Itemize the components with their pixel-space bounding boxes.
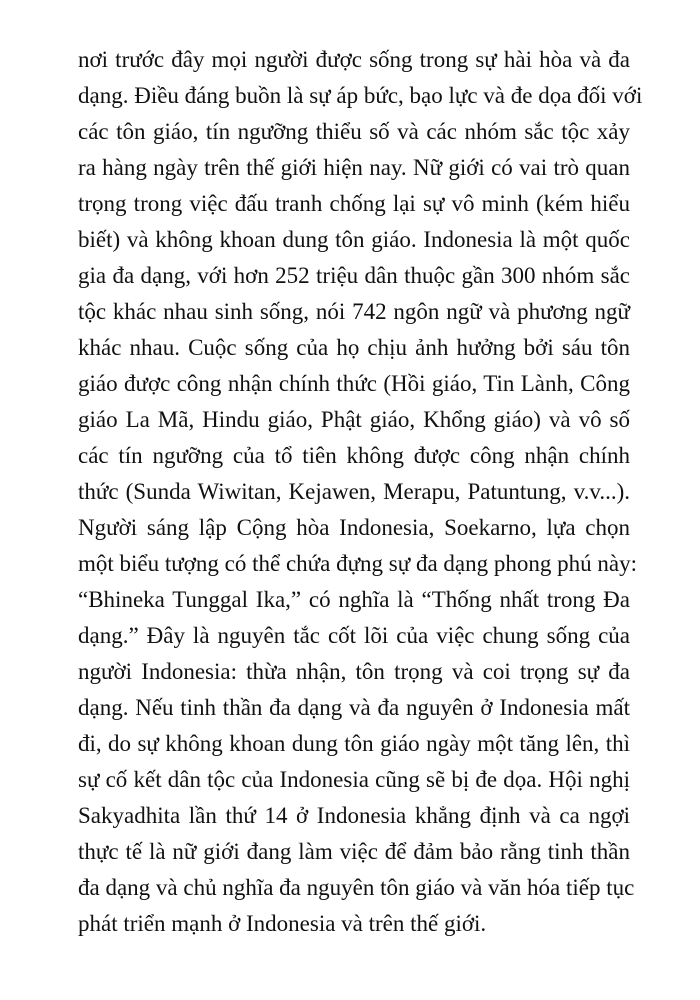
text-line: khác nhau. Cuộc sống của họ chịu ảnh hưởng bởi sáu tôn [78, 335, 630, 360]
text-line: phát triển mạnh ở Indonesia và trên thế giới. [78, 911, 487, 936]
text-line: Sakyadhita lần thứ 14 ở Indonesia khẳng định và ca ngợi [78, 803, 630, 828]
text-line: thực tế là nữ giới đang làm việc để đảm bảo rằng tinh thần [78, 839, 630, 864]
text-line: giáo được công nhận chính thức (Hồi giáo, Tin Lành, Công [78, 371, 630, 396]
text-line: một biểu tượng có thể chứa đựng sự đa dạng phong phú này: [78, 551, 637, 576]
text-line: người Indonesia: thừa nhận, tôn trọng và coi trọng sự đa [78, 659, 630, 684]
text-line: đa dạng và chủ nghĩa đa nguyên tôn giáo và văn hóa tiếp tục [78, 875, 635, 900]
text-line: thức (Sunda Wiwitan, Kejawen, Merapu, Patuntung, v.v...). [78, 479, 630, 504]
text-line: “Bhineka Tunggal Ika,” có nghĩa là “Thống nhất trong Đa [78, 587, 630, 612]
text-line: Người sáng lập Cộng hòa Indonesia, Soekarno, lựa chọn [78, 515, 630, 540]
text-line: ra hàng ngày trên thế giới hiện nay. Nữ giới có vai trò quan [78, 155, 630, 180]
text-line: nơi trước đây mọi người được sống trong sự hài hòa và đa [78, 47, 630, 72]
text-line: biết) và không khoan dung tôn giáo. Indonesia là một quốc [78, 227, 630, 252]
text-line: các tôn giáo, tín ngưỡng thiểu số và các nhóm sắc tộc xảy [78, 119, 630, 144]
text-line: các tín ngưỡng của tổ tiên không được công nhận chính [78, 443, 630, 468]
text-line: dạng.” Đây là nguyên tắc cốt lõi của việc chung sống của [78, 623, 630, 648]
text-line: sự cố kết dân tộc của Indonesia cũng sẽ bị đe dọa. Hội nghị [78, 767, 630, 792]
text-line: đi, do sự không khoan dung tôn giáo ngày một tăng lên, thì [78, 731, 630, 756]
text-line: gia đa dạng, với hơn 252 triệu dân thuộc gần 300 nhóm sắc [78, 263, 630, 288]
text-line: dạng. Nếu tinh thần đa dạng và đa nguyên ở Indonesia mất [78, 695, 630, 720]
text-line: dạng. Điều đáng buồn là sự áp bức, bạo lực và đe dọa đối với [78, 83, 643, 108]
text-line: tộc khác nhau sinh sống, nói 742 ngôn ngữ và phương ngữ [78, 299, 630, 324]
text-line: giáo La Mã, Hindu giáo, Phật giáo, Khổng giáo) và vô số [78, 407, 630, 432]
text-line: trọng trong việc đấu tranh chống lại sự vô minh (kém hiểu [78, 191, 630, 216]
